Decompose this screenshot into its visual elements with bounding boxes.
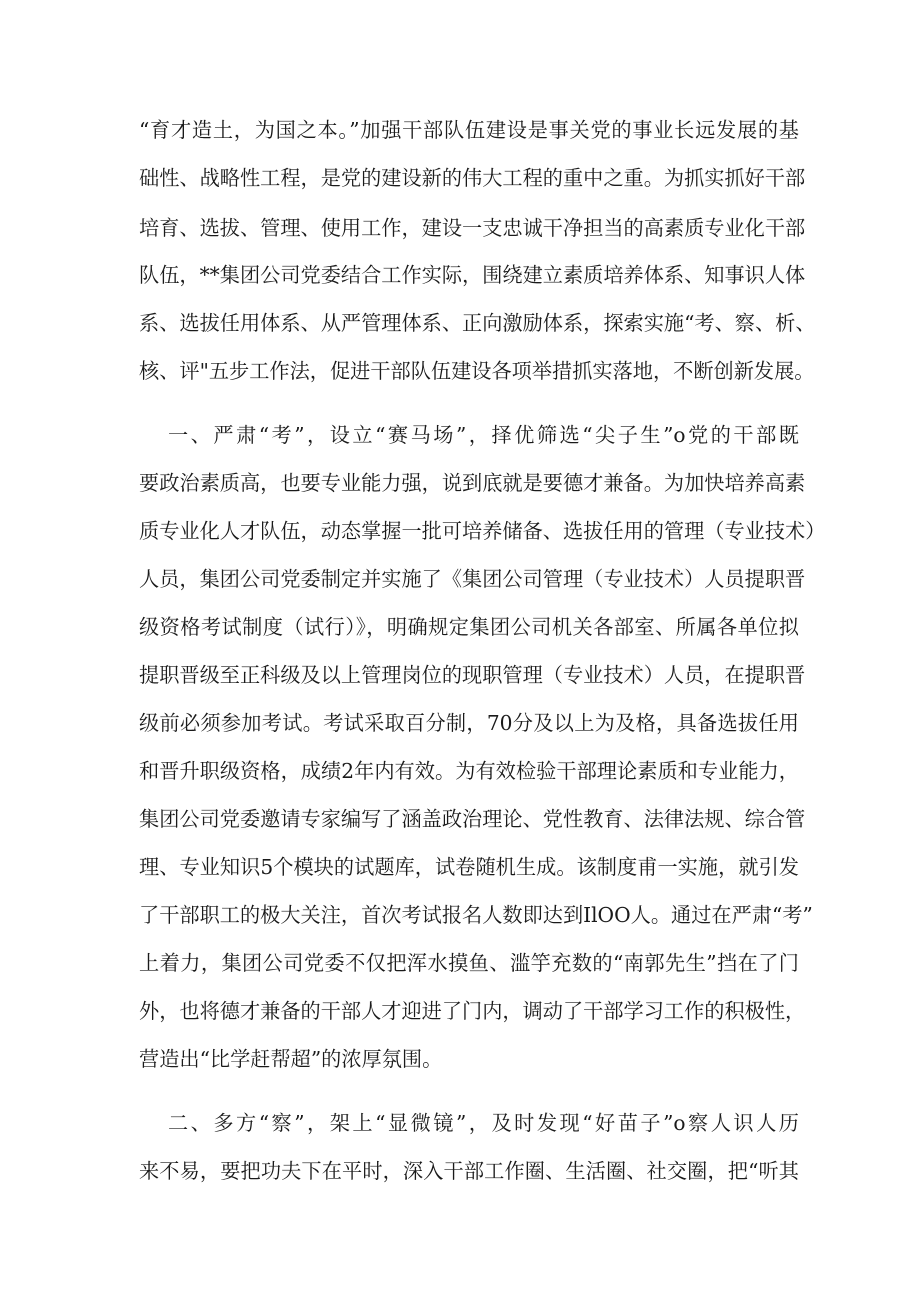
text-line-6: 核、评"五步工作法，促进干部队伍建设各项举措抓实落地，不断创新发展。 [139, 359, 815, 383]
text-line-14: 和晋升职级资格，成绩2年内有效。为有效检验干部理论素质和专业能力， [139, 759, 799, 783]
text-line-22: 来不易，要把功夫下在平时，深入干部工作圈、生活圈、社交圈，把“听其 [139, 1159, 799, 1183]
text-line-18: 上着力，集团公司党委不仅把浑水摸鱼、滥竽充数的“南郭先生”挡在了门 [139, 951, 799, 975]
text-line-20: 营造出“比学赶帮超”的浓厚氛围。 [139, 1047, 443, 1071]
text-line-12: 提职晋级至正科级及以上管理岗位的现职管理（专业技术）人员，在提职晋 [139, 663, 806, 687]
text-line-15: 集团公司党委邀请专家编写了涵盖政治理论、党性教育、法律法规、综合管 [139, 807, 806, 831]
text-line-9: 质专业化人才队伍，动态掌握一批可培养储备、选拔任用的管理（专业技术） [139, 519, 826, 543]
text-line-4: 队伍，**集团公司党委结合工作实际，围绕建立素质培养体系、知事识人体 [139, 263, 806, 287]
text-line-5: 系、选拔任用体系、从严管理体系、正向激励体系，探索实施“考、察、析、 [139, 311, 816, 335]
text-line-19: 外，也将德才兼备的干部人才迎进了门内，调动了干部学习工作的积极性， [139, 999, 806, 1023]
section-1-heading-line: 一、严肃“考”，设立“赛马场”，择优筛选“尖子生”o党的干部既 [168, 423, 799, 447]
section-2-heading-line: 二、多方“察”，架上“显微镜”，及时发现“好苗子”o察人识人历 [168, 1111, 799, 1135]
text-line-8: 要政治素质高，也要专业能力强，说到底就是要德才兼备。为加快培养高素 [139, 471, 806, 495]
text-line-11: 级资格考试制度（试行）》，明确规定集团公司机关各部室、所属各单位拟 [139, 615, 799, 639]
text-line-16: 理、专业知识5个模块的试题库，试卷随机生成。该制度甫一实施，就引发 [139, 855, 799, 879]
text-line-2: 础性、战略性工程，是党的建设新的伟大工程的重中之重。为抓实抓好干部 [139, 166, 806, 190]
text-line-13: 级前必须参加考试。考试采取百分制，70分及以上为及格，具备选拔任用 [139, 711, 799, 735]
text-line-17: 了干部职工的极大关注，首次考试报名人数即达到IlOO人。通过在严肃“考” [139, 903, 813, 927]
text-line-1: “育才造土，为国之本。”加强干部队伍建设是事关党的事业长远发展的基 [139, 118, 799, 142]
text-line-3: 培育、选拔、管理、使用工作，建设一支忠诚干净担当的高素质专业化干部 [139, 216, 806, 240]
text-line-10: 人员，集团公司党委制定并实施了《集团公司管理（专业技术）人员提职晋 [139, 567, 806, 591]
